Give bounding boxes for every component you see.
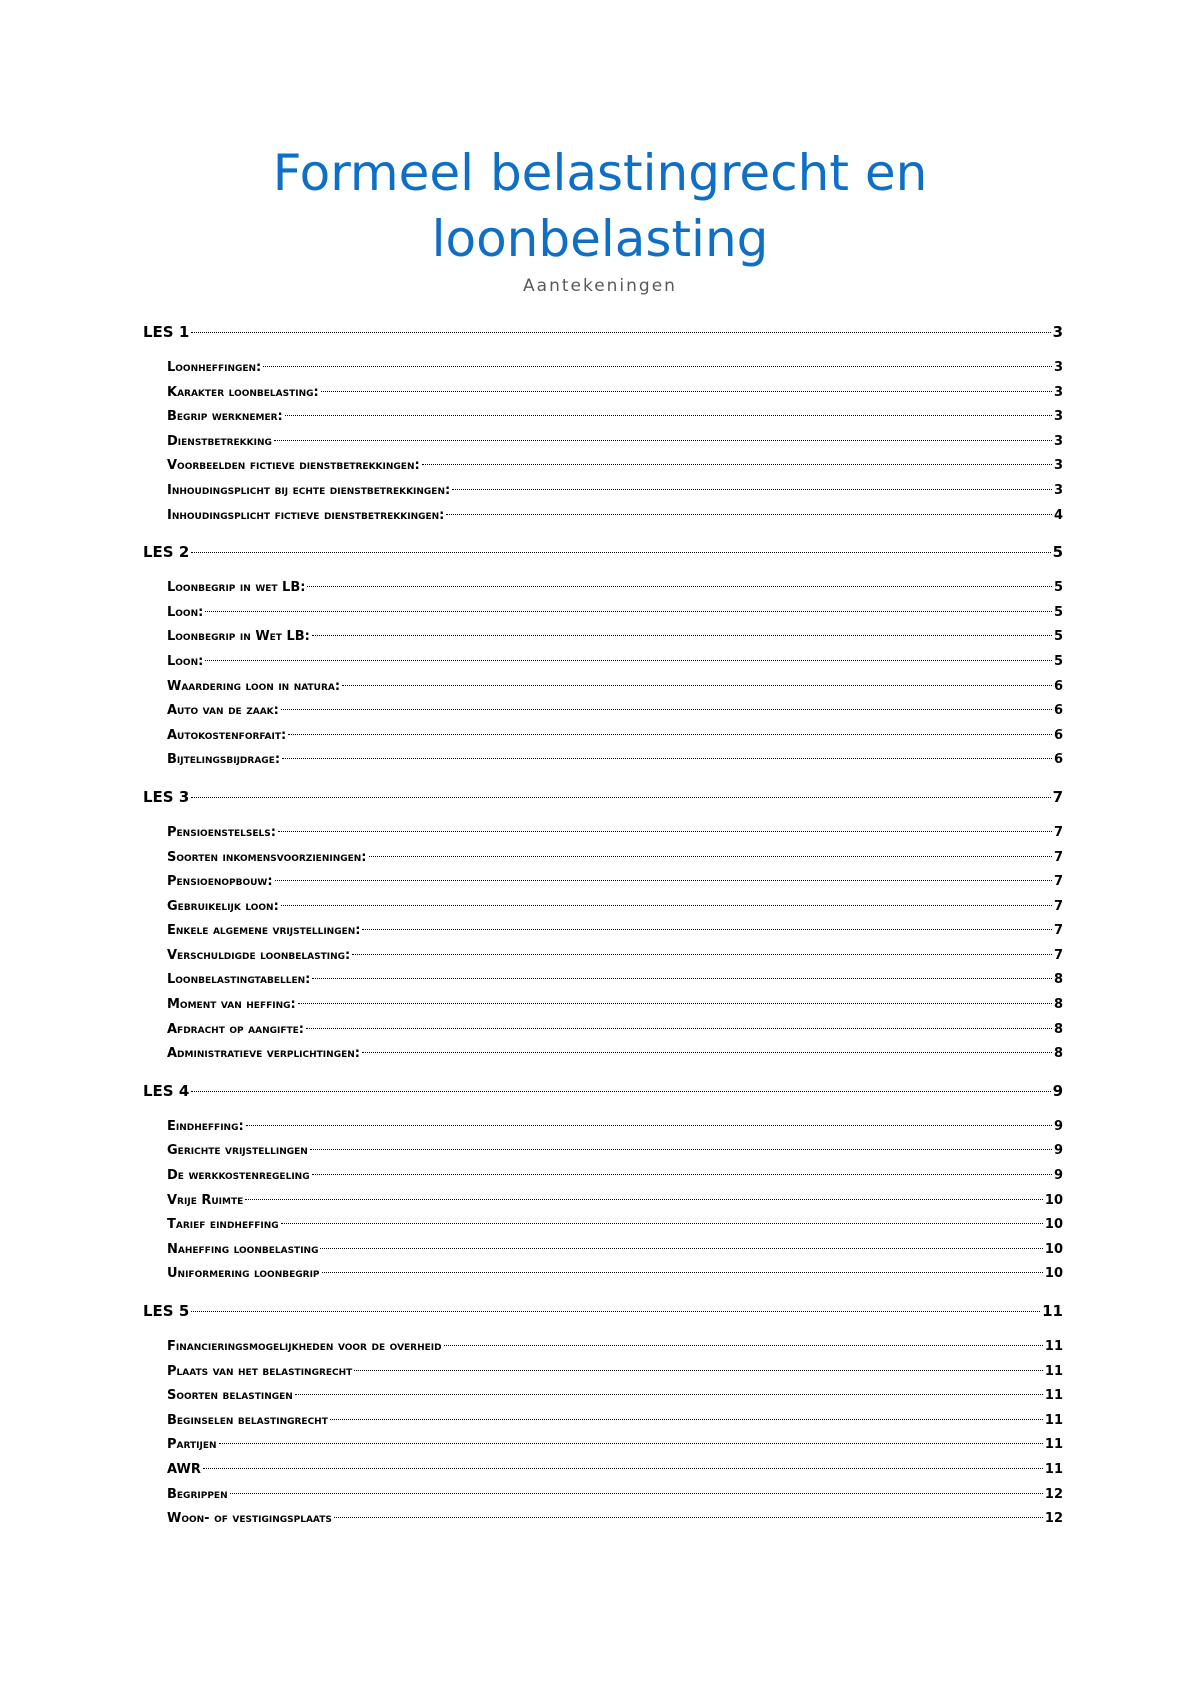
toc-entry-label: Gerichte vrijstellingen xyxy=(167,1143,308,1159)
toc-page-number: 6 xyxy=(1053,678,1063,694)
toc-page-number: 7 xyxy=(1053,874,1063,890)
toc-entry[interactable] xyxy=(143,479,1063,504)
toc-entry[interactable] xyxy=(143,846,1063,871)
toc-entry-label: Plaats van het belastingrecht xyxy=(167,1363,353,1379)
toc-page-number: 9 xyxy=(1053,1168,1063,1184)
toc-entry-label: Begrippen xyxy=(167,1486,228,1502)
toc-entry-label: Inhoudingsplicht bij echte dienstbetrekkingen: xyxy=(167,482,451,498)
toc-entry-label: LES 3 xyxy=(143,787,190,806)
toc-entry[interactable] xyxy=(143,504,1063,529)
toc-entry-label: Uniformering loonbegrip xyxy=(167,1266,320,1282)
toc-entry-label: LES 1 xyxy=(143,323,190,341)
toc-page-number: 5 xyxy=(1052,543,1063,562)
toc-dot-leader xyxy=(307,586,1052,587)
toc-entry-label: Dienstbetrekking xyxy=(167,433,272,449)
toc-dot-leader xyxy=(203,1468,1043,1469)
toc-dot-leader xyxy=(322,1272,1043,1273)
toc-dot-leader xyxy=(342,685,1052,686)
toc-dot-leader xyxy=(330,1419,1043,1420)
document-title-line1: Formeel belastingrecht en xyxy=(272,144,928,202)
toc-page-number: 11 xyxy=(1044,1339,1063,1354)
toc-entry-label: De werkkostenregeling xyxy=(167,1168,310,1184)
toc-entry[interactable] xyxy=(143,601,1063,626)
toc-dot-leader xyxy=(321,391,1052,392)
toc-page-number: 11 xyxy=(1044,1388,1063,1404)
toc-entry-label: Loon: xyxy=(167,604,204,620)
toc-entry[interactable] xyxy=(143,1335,1063,1360)
toc-page-number: 3 xyxy=(1053,384,1063,400)
table-of-contents xyxy=(143,320,1063,1544)
toc-page-number: 10 xyxy=(1044,1266,1063,1282)
toc-entry[interactable] xyxy=(143,1189,1063,1214)
toc-page-number: 3 xyxy=(1053,433,1063,449)
toc-page-number: 10 xyxy=(1044,1217,1063,1233)
toc-dot-leader xyxy=(354,1370,1043,1371)
toc-section xyxy=(143,1079,1063,1287)
toc-entry-label: Financieringsmogelijkheden voor de overheid xyxy=(167,1339,442,1354)
toc-page-number: 11 xyxy=(1044,1437,1063,1453)
toc-entry-label: Gebruikelijk loon: xyxy=(167,898,279,914)
toc-entry[interactable] xyxy=(143,1042,1063,1067)
toc-page-number: 6 xyxy=(1053,752,1063,768)
toc-entry-label: Waardering loon in natura: xyxy=(167,678,341,694)
toc-dot-leader xyxy=(444,1345,1043,1346)
toc-page-number: 7 xyxy=(1053,898,1063,914)
toc-dot-leader xyxy=(282,758,1052,759)
toc-dot-leader xyxy=(298,1003,1052,1004)
toc-entry-label: Partijen xyxy=(167,1437,217,1453)
toc-entry[interactable] xyxy=(143,454,1063,479)
toc-dot-leader xyxy=(334,1517,1043,1518)
toc-page-number: 7 xyxy=(1053,947,1063,963)
toc-entry-label: Moment van heffing: xyxy=(167,997,296,1013)
toc-page-number: 7 xyxy=(1053,923,1063,939)
toc-entry[interactable] xyxy=(143,1164,1063,1189)
toc-page-number: 5 xyxy=(1053,629,1063,645)
toc-entry-heading[interactable] xyxy=(143,1299,1063,1323)
toc-entry-label: Tarief eindheffing xyxy=(167,1217,279,1233)
toc-dot-leader xyxy=(191,1091,1050,1092)
toc-page-number: 12 xyxy=(1044,1486,1063,1502)
toc-entry-label: LES 2 xyxy=(143,543,190,562)
toc-dot-leader xyxy=(312,978,1052,979)
toc-entry[interactable] xyxy=(143,724,1063,749)
toc-entry-label: Voorbeelden fictieve dienstbetrekkingen: xyxy=(167,458,420,474)
toc-entry[interactable] xyxy=(143,919,1063,944)
toc-entry[interactable] xyxy=(143,405,1063,430)
toc-entry[interactable] xyxy=(143,968,1063,993)
toc-page-number: 7 xyxy=(1052,787,1063,806)
toc-dot-leader xyxy=(285,415,1052,416)
toc-entry-label: Autokostenforfait: xyxy=(167,727,287,743)
toc-dot-leader xyxy=(422,464,1052,465)
toc-entry[interactable] xyxy=(143,748,1063,773)
toc-page-number: 3 xyxy=(1053,409,1063,425)
toc-entry[interactable] xyxy=(143,1409,1063,1434)
toc-page-number: 5 xyxy=(1053,604,1063,620)
toc-section xyxy=(143,540,1063,773)
toc-entry[interactable] xyxy=(143,1139,1063,1164)
toc-entry[interactable] xyxy=(143,1433,1063,1458)
toc-dot-leader xyxy=(295,1394,1043,1395)
toc-page-number: 8 xyxy=(1053,997,1063,1013)
toc-entry[interactable] xyxy=(143,430,1063,455)
toc-entry-heading[interactable] xyxy=(143,540,1063,564)
toc-entry-label: Enkele algemene vrijstellingen: xyxy=(167,923,361,939)
toc-entry-label: Pensioenopbouw: xyxy=(167,874,273,890)
toc-page-number: 9 xyxy=(1052,1081,1063,1100)
toc-dot-leader xyxy=(312,635,1052,636)
toc-entry[interactable] xyxy=(143,1018,1063,1043)
toc-dot-leader xyxy=(362,1052,1052,1053)
toc-dot-leader xyxy=(191,1311,1040,1312)
toc-entry-label: Begrip werknemer: xyxy=(167,409,283,425)
toc-dot-leader xyxy=(310,1149,1052,1150)
toc-entry-label: Loonheffingen: xyxy=(167,360,262,375)
toc-dot-leader xyxy=(191,797,1050,798)
toc-page-number: 3 xyxy=(1053,360,1063,375)
toc-dot-leader xyxy=(306,1028,1052,1029)
toc-page-number: 5 xyxy=(1053,653,1063,669)
toc-page-number: 12 xyxy=(1044,1511,1063,1527)
toc-entry[interactable] xyxy=(143,821,1063,846)
toc-entry[interactable] xyxy=(143,1507,1063,1532)
toc-dot-leader xyxy=(320,1248,1042,1249)
toc-dot-leader xyxy=(191,552,1050,553)
toc-dot-leader xyxy=(352,954,1052,955)
toc-page-number: 10 xyxy=(1044,1241,1063,1257)
toc-dot-leader xyxy=(288,734,1052,735)
toc-entry-label: AWR xyxy=(167,1461,201,1477)
toc-dot-leader xyxy=(274,440,1052,441)
toc-entry-label: Auto van de zaak: xyxy=(167,703,279,719)
toc-dot-leader xyxy=(230,1493,1043,1494)
toc-dot-leader xyxy=(205,611,1052,612)
toc-entry-label: Inhoudingsplicht fictieve dienstbetrekkingen: xyxy=(167,507,445,523)
toc-entry-heading[interactable] xyxy=(143,785,1063,809)
toc-dot-leader xyxy=(281,709,1052,710)
toc-page-number: 7 xyxy=(1053,849,1063,865)
toc-entry[interactable] xyxy=(143,1262,1063,1287)
toc-page-number: 3 xyxy=(1052,323,1063,341)
toc-page-number: 8 xyxy=(1053,1021,1063,1037)
toc-entry[interactable] xyxy=(143,576,1063,601)
toc-page-number: 3 xyxy=(1053,458,1063,474)
toc-entry[interactable] xyxy=(143,1384,1063,1409)
toc-entry-label: Pensioenstelsels: xyxy=(167,824,276,840)
toc-page-number: 10 xyxy=(1044,1192,1063,1208)
toc-page-number: 8 xyxy=(1053,1046,1063,1062)
toc-page-number: 7 xyxy=(1053,824,1063,840)
toc-dot-leader xyxy=(281,905,1052,906)
toc-entry-label: Administratieve verplichtingen: xyxy=(167,1046,360,1062)
toc-dot-leader xyxy=(362,929,1051,930)
toc-entry[interactable] xyxy=(143,944,1063,969)
toc-dot-leader xyxy=(452,489,1052,490)
toc-dot-leader xyxy=(281,1223,1043,1224)
toc-entry[interactable] xyxy=(143,1213,1063,1238)
toc-page-number: 6 xyxy=(1053,727,1063,743)
toc-entry-label: Bijtelingsbijdrage: xyxy=(167,752,281,768)
toc-entry-label: Soorten belastingen xyxy=(167,1388,293,1404)
toc-entry-label: Loon: xyxy=(167,653,204,669)
toc-page-number: 3 xyxy=(1053,482,1063,498)
toc-page-number: 6 xyxy=(1053,703,1063,719)
toc-page-number: 8 xyxy=(1053,972,1063,988)
toc-entry[interactable] xyxy=(143,699,1063,724)
toc-dot-leader xyxy=(246,1125,1052,1126)
toc-entry[interactable] xyxy=(143,625,1063,650)
toc-entry-label: Beginselen belastingrecht xyxy=(167,1412,328,1428)
toc-entry-label: Woon- of vestigingsplaats xyxy=(167,1511,332,1527)
toc-entry-label: Naheffing loonbelasting xyxy=(167,1241,319,1257)
toc-dot-leader xyxy=(278,831,1052,832)
toc-entry-label: Verschuldigde loonbelasting: xyxy=(167,947,351,963)
toc-dot-leader xyxy=(312,1174,1052,1175)
toc-dot-leader xyxy=(275,880,1052,881)
toc-dot-leader xyxy=(205,660,1052,661)
toc-entry-label: Loonbegrip in wet LB: xyxy=(167,580,306,596)
toc-section xyxy=(143,785,1063,1067)
toc-entry[interactable] xyxy=(143,1483,1063,1508)
toc-page-number: 9 xyxy=(1053,1143,1063,1159)
toc-entry[interactable] xyxy=(143,1458,1063,1483)
toc-entry[interactable] xyxy=(143,381,1063,406)
toc-page-number: 11 xyxy=(1042,1302,1063,1320)
toc-section xyxy=(143,1299,1063,1532)
toc-page-number: 11 xyxy=(1044,1412,1063,1428)
toc-entry-label: Soorten inkomensvoorzieningen: xyxy=(167,849,367,865)
toc-entry-heading[interactable] xyxy=(143,1079,1063,1103)
toc-entry-label: LES 4 xyxy=(143,1081,190,1100)
toc-section xyxy=(143,320,1063,528)
toc-entry-label: LES 5 xyxy=(143,1302,190,1320)
toc-page-number: 9 xyxy=(1053,1118,1063,1134)
toc-entry[interactable] xyxy=(143,1360,1063,1385)
toc-dot-leader xyxy=(191,332,1050,333)
toc-page-number: 5 xyxy=(1053,580,1063,596)
toc-page-number: 11 xyxy=(1044,1363,1063,1379)
toc-entry[interactable] xyxy=(143,895,1063,920)
toc-entry[interactable] xyxy=(143,993,1063,1018)
toc-entry-label: Loonbegrip in Wet LB: xyxy=(167,629,310,645)
toc-dot-leader xyxy=(263,366,1052,367)
toc-page-number: 11 xyxy=(1044,1461,1063,1477)
toc-entry[interactable] xyxy=(143,870,1063,895)
document-title xyxy=(0,140,1200,272)
toc-entry-label: Loonbelastingtabellen: xyxy=(167,972,311,988)
toc-entry[interactable] xyxy=(143,650,1063,675)
toc-entry[interactable] xyxy=(143,675,1063,700)
toc-entry[interactable] xyxy=(143,1238,1063,1263)
toc-dot-leader xyxy=(369,856,1052,857)
toc-entry-label: Vrije Ruimte xyxy=(167,1192,244,1208)
document-subtitle: Aantekeningen xyxy=(523,276,677,296)
toc-dot-leader xyxy=(245,1199,1043,1200)
toc-entry-label: Karakter loonbelasting: xyxy=(167,384,319,400)
toc-entry[interactable] xyxy=(143,1115,1063,1140)
toc-dot-leader xyxy=(446,514,1052,515)
toc-dot-leader xyxy=(219,1443,1043,1444)
toc-entry-label: Eindheffing: xyxy=(167,1118,244,1134)
toc-entry[interactable] xyxy=(143,356,1063,381)
toc-entry-heading[interactable] xyxy=(143,320,1063,344)
document-title-line2: loonbelasting xyxy=(431,210,769,268)
toc-page-number: 4 xyxy=(1053,507,1063,523)
toc-entry-label: Afdracht op aangifte: xyxy=(167,1021,304,1037)
